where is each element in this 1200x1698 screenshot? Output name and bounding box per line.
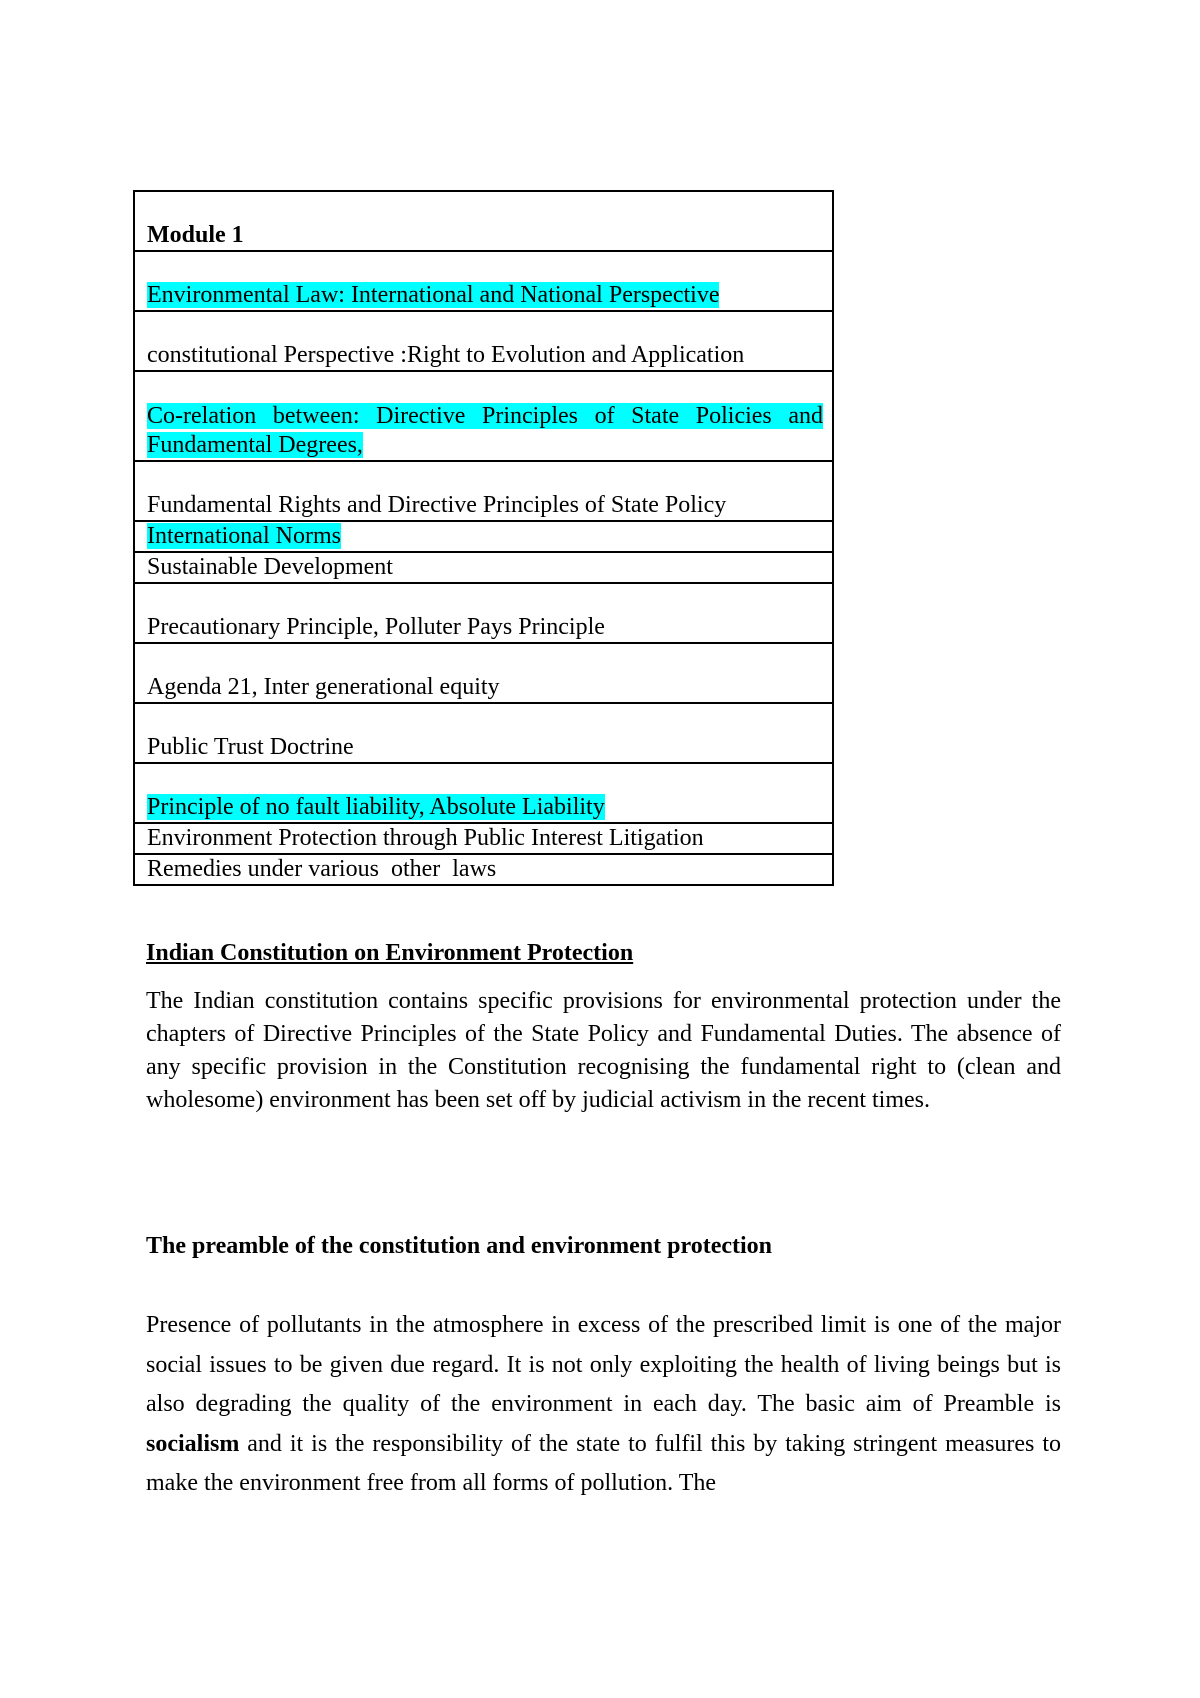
table-cell: [134, 854, 833, 885]
table-row: [134, 583, 833, 643]
table-cell: [134, 643, 833, 703]
table-cell-text: Public Trust Doctrine: [147, 734, 354, 760]
table-row: [134, 311, 833, 371]
table-row: [134, 823, 833, 854]
table-cell: [134, 251, 833, 311]
table-cell-text: Environmental Law: International and National Perspective: [147, 282, 720, 308]
module-table: [133, 190, 834, 886]
table-cell-text: International Norms: [147, 523, 341, 549]
section-heading: The preamble of the constitution and environment protection: [146, 1233, 773, 1259]
table-cell: [134, 552, 833, 583]
paragraph-text: Presence of pollutants in the atmosphere in excess of the prescribed limit is one of the major social issues to be given due regard. It is not only exploiting the health of living beings but is also degrading the quality of the environment in each day. The basic aim of Preamble is: [146, 1312, 1061, 1417]
module-title: [134, 191, 833, 251]
table-cell: [134, 823, 833, 854]
table-row: [134, 552, 833, 583]
table-row: [134, 703, 833, 763]
section-paragraph: The Indian constitution contains specific provisions for environmental protection under the chapters of Directive Principles of the State Policy and Fundamental Duties. The absence of any specific provision in the Constitution recognising the fundamental right to (clean and wholesome) environment has been set off by judicial activism in the recent times.: [146, 988, 1061, 1113]
table-cell-text: Principle of no fault liability, Absolute Liability: [147, 794, 605, 820]
section-heading: Indian Constitution on Environment Protection: [146, 940, 634, 966]
table-cell-text: Remedies under various other laws: [147, 856, 497, 882]
table-cell: [134, 461, 833, 521]
table-cell: [134, 521, 833, 552]
table-row: [134, 191, 833, 251]
table-cell-text: Environment Protection through Public Interest Litigation: [147, 825, 704, 851]
table-cell: [134, 763, 833, 823]
module-title-text: Module 1: [147, 222, 244, 248]
table-row: [134, 854, 833, 885]
table-row: [134, 251, 833, 311]
paragraph-text: and it is the responsibility of the state to fulfil this by taking stringent measures to make the environment free from all forms of pollution. The: [146, 1430, 1061, 1496]
table-cell-text: Agenda 21, Inter generational equity: [147, 674, 500, 700]
table-row: [134, 643, 833, 703]
table-row: [134, 521, 833, 552]
section-paragraph: [146, 1306, 1061, 1504]
table-cell-text: Precautionary Principle, Polluter Pays Principle: [147, 614, 605, 640]
table-row: [134, 461, 833, 521]
table-cell-text: constitutional Perspective :Right to Evolution and Application: [147, 342, 745, 368]
table-row: [134, 763, 833, 823]
bold-term: socialism: [146, 1430, 240, 1457]
table-cell-text: Co-relation between: Directive Principles of State Policies and Fundamental Degrees,: [147, 403, 823, 458]
table-row: [134, 371, 833, 461]
table-cell: [134, 371, 833, 461]
table-cell: [134, 703, 833, 763]
table-cell: [134, 311, 833, 371]
table-cell-text: Fundamental Rights and Directive Principles of State Policy: [147, 492, 727, 518]
table-cell-text: Sustainable Development: [147, 554, 393, 580]
table-cell: [134, 583, 833, 643]
